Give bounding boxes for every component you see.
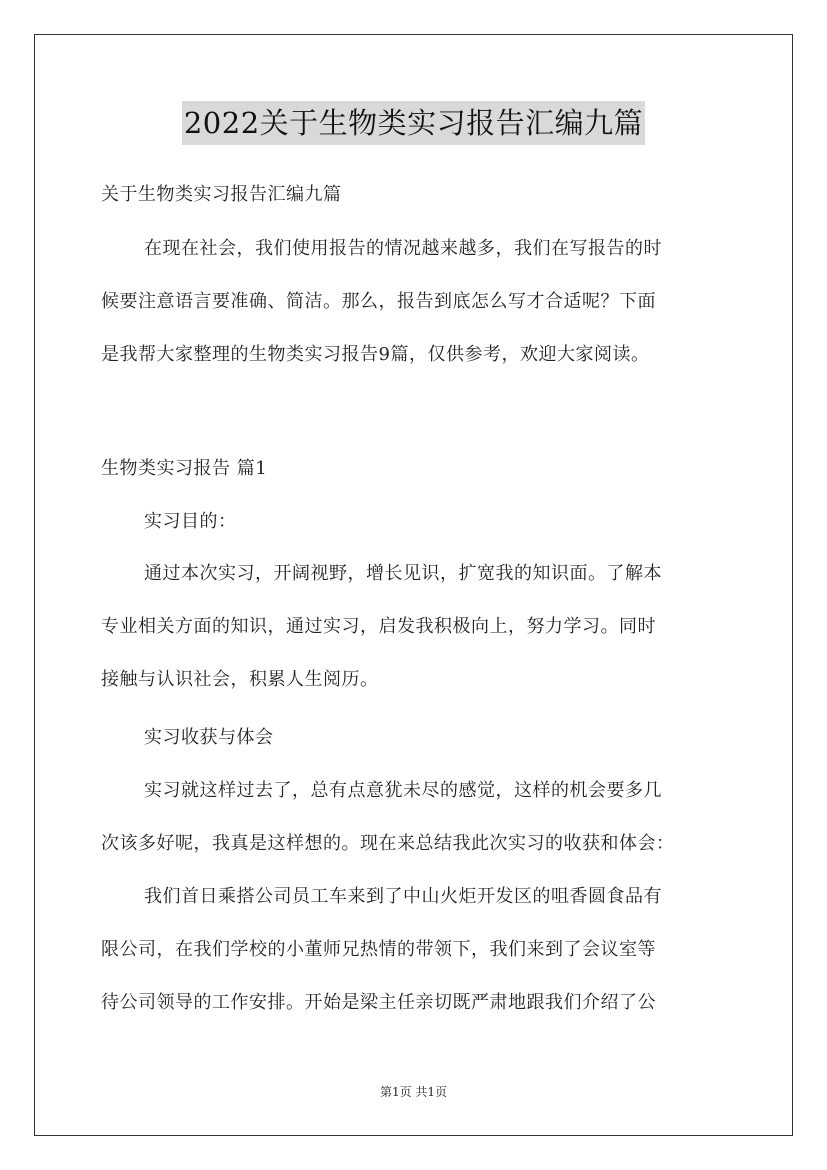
story-line: 我们首日乘搭公司员工车来到了中山火炬开发区的咀香圆食品有	[144, 886, 662, 907]
intro-line: 在现在社会，我们使用报告的情况越来越多，我们在写报告的时	[144, 238, 662, 259]
purpose-line: 通过本次实习，开阔视野，增长见识，扩宽我的知识面。了解本	[144, 563, 662, 584]
gains-paragraph	[101, 764, 741, 870]
intro-paragraph	[101, 222, 741, 381]
gains-heading: 实习收获与体会	[144, 727, 274, 748]
purpose-line: 专业相关方面的知识，通过实习，启发我积极向上，努力学习。同时	[101, 616, 656, 637]
gains-line: 次该多好呢，我真是这样想的。现在来总结我此次实习的收获和体会：	[101, 833, 675, 854]
intro-line: 候要注意语言要准确、简洁。那么，报告到底怎么写才合适呢？下面	[101, 291, 656, 312]
purpose-heading: 实习目的：	[144, 511, 237, 532]
subtitle: 关于生物类实习报告汇编九篇	[101, 184, 342, 205]
story-line: 待公司领导的工作安排。开始是梁主任亲切既严肃地跟我们介绍了公	[101, 992, 656, 1013]
story-paragraph	[101, 870, 741, 1029]
document-title: 2022关于生物类实习报告汇编九篇	[182, 101, 645, 145]
intro-line: 是我帮大家整理的生物类实习报告9篇，仅供参考，欢迎大家阅读。	[101, 344, 650, 365]
purpose-paragraph	[101, 547, 741, 706]
story-line: 限公司，在我们学校的小董师兄热情的带领下，我们来到了会议室等	[101, 939, 656, 960]
section-heading: 生物类实习报告 篇1	[101, 458, 268, 479]
gains-line: 实习就这样过去了，总有点意犹未尽的感觉，这样的机会要多几	[144, 780, 662, 801]
title-wrap	[0, 101, 827, 145]
page-footer: 第1页 共1页	[379, 1085, 448, 1099]
purpose-line: 接触与认识社会，积累人生阅历。	[101, 669, 379, 690]
